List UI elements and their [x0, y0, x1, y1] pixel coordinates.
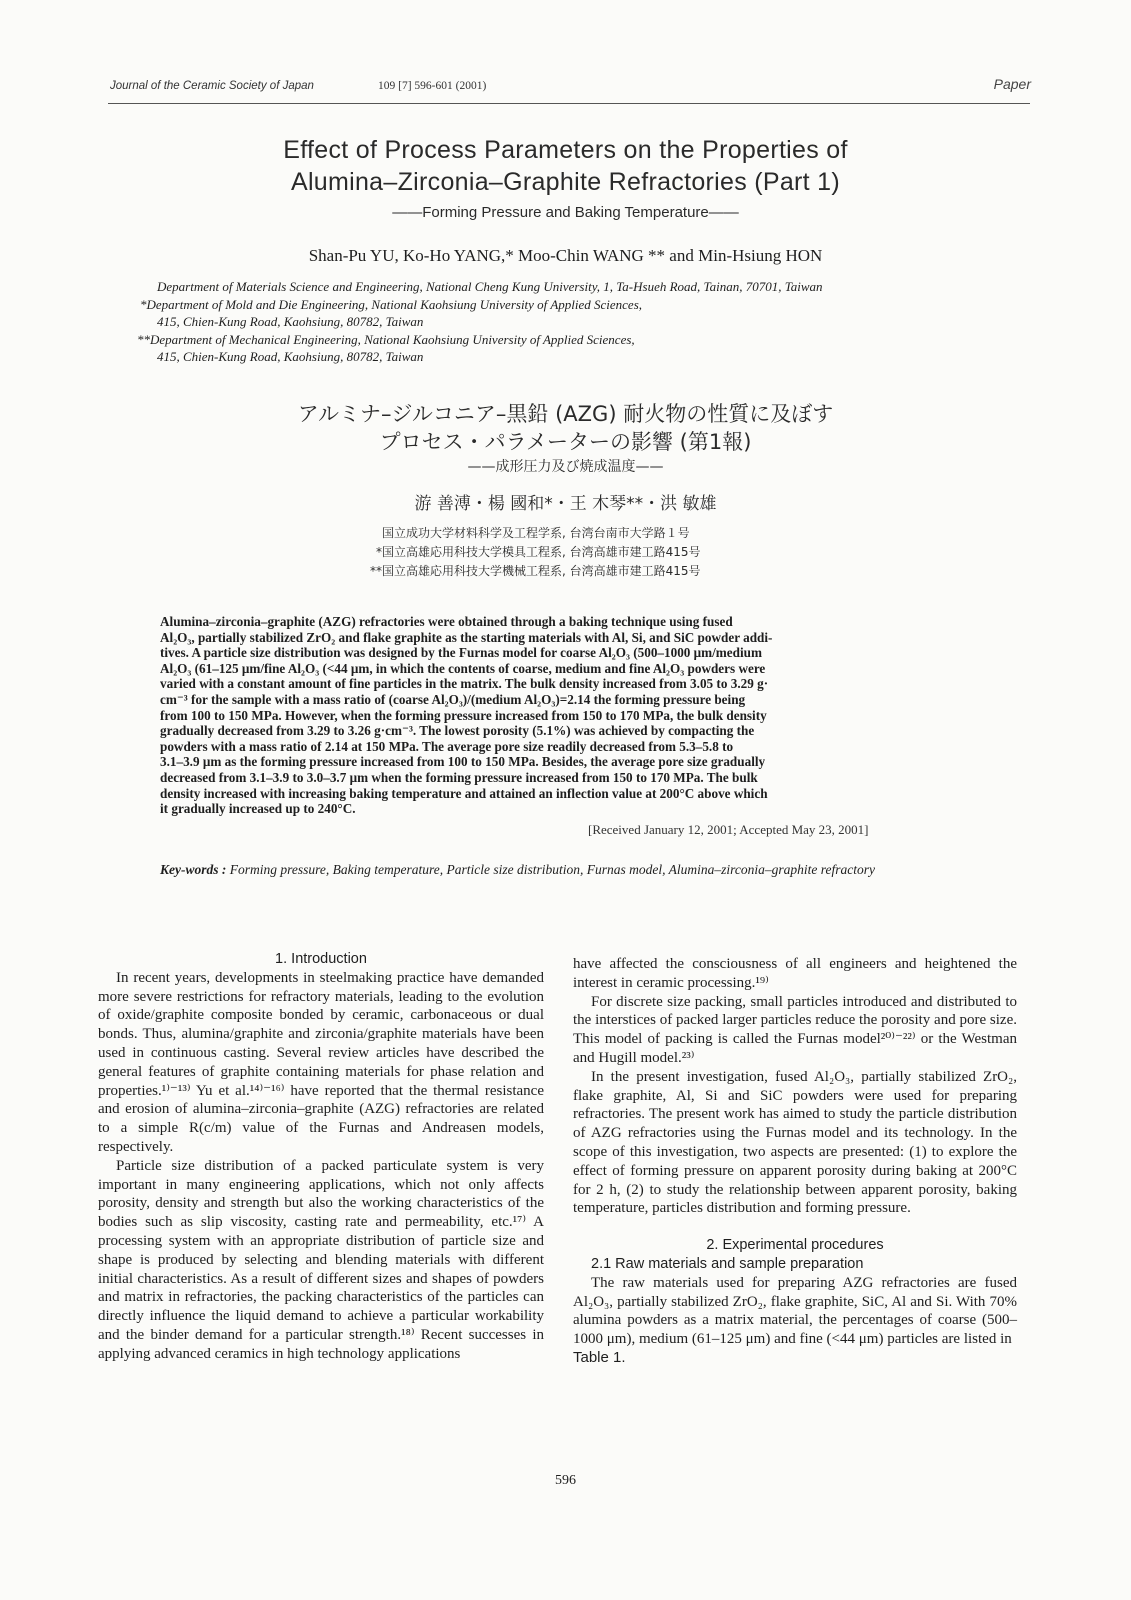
keywords-text: Forming pressure, Baking temperature, Particle size distribution, Furnas model, Alumina–zirconia–graphite refractory: [229, 862, 875, 877]
affiliation-3: **Department of Mechanical Engineering, National Kaohsiung University of Applied Sciences,: [137, 332, 635, 347]
abstract-line: density increased with increasing baking temperature and attained an inflection value at 200°C above which: [160, 785, 768, 801]
keywords: [160, 862, 966, 878]
abstract-line: it gradually increased up to 240°C.: [160, 801, 356, 817]
body-paragraph: In the present investigation, fused Al₂O₃, partially stabilized ZrO₂, flake graphite, Al, Si and SiC powders were used for preparing refractories. The present work has aimed to study the particle distribution of AZG refractories using the Furnas model and its technology. In the scope of this investigation, two aspects are presented: (1) to explore the effect of forming pressure on apparent porosity during baking at 200°C for 2 h, (2) to study the relationship between apparent porosity, baking temperature, particles distribution and forming pressure.: [573, 1068, 1017, 1217]
paper-title-line-1: Effect of Process Parameters on the Properties of: [283, 136, 848, 164]
japanese-affiliation-3: **国立高雄応用科技大学機械工程系, 台湾高雄市建工路415号: [370, 564, 701, 578]
paper-title-line-2: Alumina–Zirconia–Graphite Refractories (Part 1): [290, 168, 841, 196]
abstract-line: gradually decreased from 3.29 to 3.26 g·cm⁻³. The lowest porosity (5.1%) was achieved by compacting the: [160, 723, 755, 739]
affiliation-2-address: 415, Chien-Kung Road, Kaohsiung, 80782, Taiwan: [157, 314, 424, 329]
header-rule: [108, 103, 1030, 104]
body-paragraph-continued: have affected the consciousness of all engineers and heightened the interest in ceramic processing.¹⁹⁾: [573, 956, 1017, 991]
abstract-line: tives. A particle size distribution was designed by the Furnas model for coarse Al₂O₃ (500–1000 μm/medium: [160, 645, 762, 661]
body-paragraph: The raw materials used for preparing AZG refractories are fused Al₂O₃, partially stabilized ZrO₂, flake graphite, SiC, Al and Si. With 70% alumina powders as a matrix material, the percentages of coarse (500–1000 μm), medium (61–125 μm) and fine (<44 μm) particles are listed in: [573, 1274, 1017, 1348]
abstract-line: powders with a mass ratio of 2.14 at 150 MPa. The average pore size readily decreased from 5.3–5.8 to: [160, 738, 734, 754]
affiliation-2: *Department of Mold and Die Engineering, National Kaohsiung University of Applied Sciences,: [140, 297, 642, 312]
japanese-affiliation-2: *国立高雄応用科技大学模具工程系, 台湾高雄市建工路415号: [376, 545, 701, 559]
abstract: [160, 614, 966, 817]
section-heading-experimental: 2. Experimental procedures: [706, 1237, 884, 1254]
page-number: 596: [555, 1473, 576, 1488]
keywords-label: Key-words :: [160, 862, 227, 877]
japanese-title-line-2: プロセス・パラメーターの影響 (第1報): [379, 430, 752, 454]
received-dates: [Received January 12, 2001; Accepted May 23, 2001]: [588, 822, 869, 837]
abstract-line: decreased from 3.1–3.9 to 3.0–3.7 μm when the forming pressure increased from 150 to 170 MPa. The bulk: [160, 769, 758, 785]
subsection-heading: 2.1 Raw materials and sample preparation: [591, 1255, 864, 1272]
journal-volume: 109 [7] 596-601 (2001): [378, 80, 487, 92]
japanese-affiliation-1: 国立成功大学材料科学及工程学系, 台湾台南市大学路１号: [382, 526, 690, 540]
section-label: Paper: [993, 76, 1031, 92]
abstract-line: Al₂O₃ (61–125 μm/fine Al₂O₃ (<44 μm, in which the contents of coarse, medium and fine Al₂O₃ powders were: [160, 660, 766, 676]
abstract-line: varied with a constant amount of fine particles in the matrix. The bulk density increased from 3.05 to 3.29 g·: [160, 676, 769, 692]
left-column: [98, 950, 544, 1364]
author-list: Shan-Pu YU, Ko-Ho YANG,* Moo-Chin WANG ** and Min-Hsiung HON: [308, 246, 823, 265]
table-reference: Table 1.: [573, 1348, 626, 1366]
right-column: [573, 955, 1017, 1368]
japanese-author-list: 游 善溥・楊 國和*・王 木琴**・洪 敏雄: [414, 494, 717, 514]
affiliation-1: Department of Materials Science and Engineering, National Cheng Kung University, 1, Ta-Hsueh Road, Tainan, 70701, Taiwan: [157, 279, 823, 294]
abstract-line: cm⁻³ for the sample with a mass ratio of (coarse Al₂O₃)/(medium Al₂O₃)=2.14 the forming pressure being: [160, 691, 746, 707]
body-paragraph: In recent years, developments in steelmaking practice have demanded more severe restrictions for refractory materials, leading to the evolution of oxide/graphite composite bonded by ceramic, carbonaceous or dual bonds. Thus, alumina/graphite and zirconia/graphite materials have been used in continuous casting. Several review articles have described the general features of graphite containing materials for phase relation and properties.¹⁾⁻¹³⁾ Yu et al.¹⁴⁾⁻¹⁶⁾ have reported that the thermal resistance and erosion of alumina–zirconia–graphite (AZG) refractories are related to a simple R(c/m) value of the Furnas and Andreasen models, respectively.: [98, 969, 544, 1155]
journal-name: Journal of the Ceramic Society of Japan: [110, 80, 314, 92]
paper-subtitle: ——Forming Pressure and Baking Temperature——: [392, 204, 739, 221]
japanese-title-line-1: アルミナ–ジルコニア–黒鉛 (AZG) 耐火物の性質に及ぼす: [297, 402, 834, 426]
body-paragraph: For discrete size packing, small particles introduced and distributed to the interstices of packed larger particles reduce the porosity and pore size. This model of packing is called the Furnas model²⁰⁾⁻²²⁾ or the Westman and Hugill model.²³⁾: [573, 993, 1017, 1066]
abstract-line: 3.1–3.9 μm as the forming pressure increased from 100 to 150 MPa. Besides, the average pore size gradually: [160, 754, 766, 770]
body-paragraph: Particle size distribution of a packed particulate system is very important in many engineering applications, which not only affects porosity, density and strength but also the working characteristics of the bodies such as slip viscosity, casting rate and permeability, etc.¹⁷⁾ A processing system with an appropriate distribution of particle size and shape is produced by selecting and blending materials with different initial characteristics. As a result of different sizes and shapes of powders and matrix in refractories, the packing characteristics of the particles can directly influence the liquid demand to achieve a particular workability and the binder demand for a particular strength.¹⁸⁾ Recent successes in applying advanced ceramics in high technology applications: [98, 1157, 544, 1362]
abstract-line: Alumina–zirconia–graphite (AZG) refractories were obtained through a baking technique using fused: [160, 614, 733, 629]
abstract-line: from 100 to 150 MPa. However, when the forming pressure increased from 150 to 170 MPa, the bulk density: [160, 707, 767, 723]
affiliation-3-address: 415, Chien-Kung Road, Kaohsiung, 80782, Taiwan: [157, 349, 424, 364]
abstract-line: Al₂O₃, partially stabilized ZrO₂ and flake graphite as the starting materials with Al, Si, and SiC powder addi-: [160, 629, 773, 645]
japanese-subtitle: ——成形圧力及び焼成温度——: [467, 459, 664, 475]
section-heading-introduction: 1. Introduction: [275, 951, 367, 967]
